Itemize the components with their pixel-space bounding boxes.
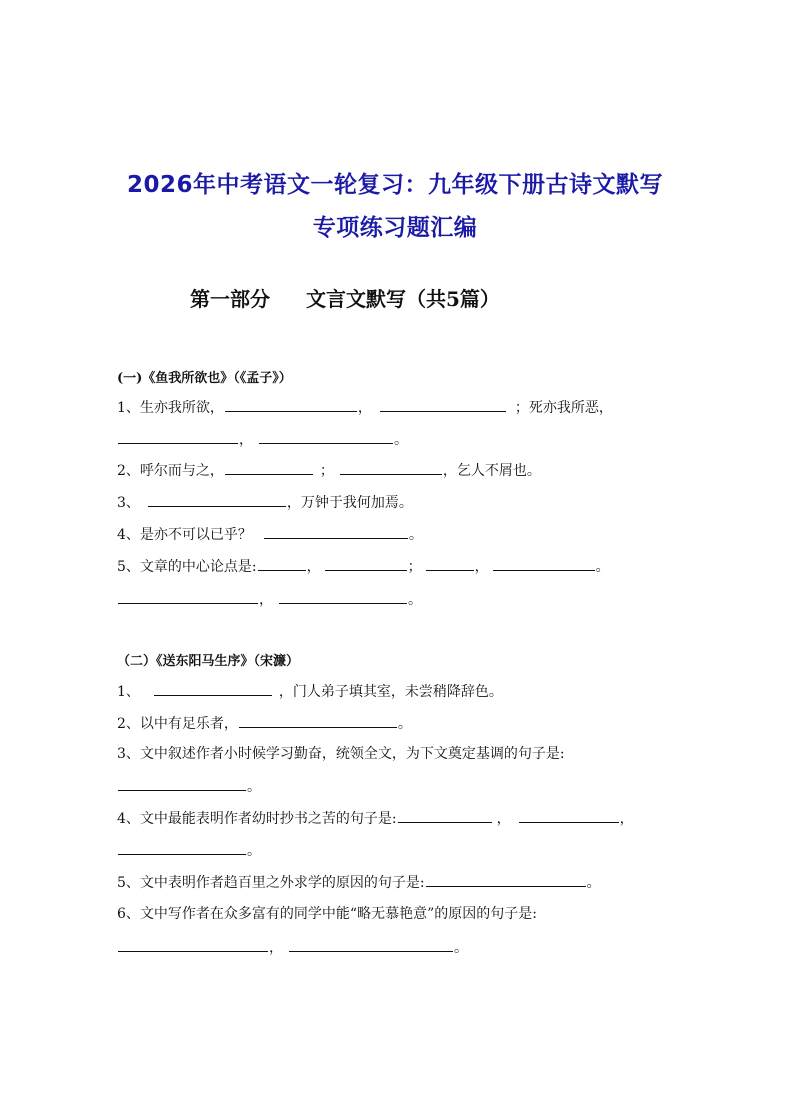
answer-blank[interactable] bbox=[148, 492, 286, 507]
question-line bbox=[117, 937, 468, 958]
document-title-line-1: 2026年中考语文一轮复习：九年级下册古诗文默写 bbox=[126, 172, 663, 198]
question-text: ； bbox=[407, 559, 422, 575]
question-text: 1、生亦我所欲， bbox=[117, 400, 224, 416]
question-text: 。 bbox=[586, 875, 601, 891]
question-text: 4、是亦不可以已乎？ bbox=[117, 527, 252, 543]
question-text: ，万钟于我何加焉。 bbox=[286, 495, 413, 511]
question-text: ， bbox=[357, 400, 372, 416]
question-line bbox=[117, 744, 565, 764]
part-heading bbox=[190, 283, 500, 312]
question-line bbox=[117, 524, 423, 545]
question-text: 3、文中叙述作者小时候学习勤奋，统领全文，为下文奠定基调的句子是: bbox=[117, 746, 565, 762]
question-text: ， bbox=[619, 811, 634, 827]
answer-blank[interactable] bbox=[118, 776, 246, 791]
question-line bbox=[117, 840, 261, 861]
answer-blank[interactable] bbox=[239, 713, 397, 728]
question-text: ；死亦我所恶， bbox=[514, 400, 613, 416]
question-text: 5、文中表明作者趋百里之外求学的原因的句子是: bbox=[117, 875, 425, 891]
question-text: 5、文章的中心论点是: bbox=[117, 559, 257, 575]
answer-blank[interactable] bbox=[279, 589, 407, 604]
answer-blank[interactable] bbox=[225, 460, 313, 475]
question-line bbox=[117, 681, 503, 702]
question-line bbox=[117, 589, 422, 610]
question-text: ， bbox=[239, 432, 253, 448]
question-text: ， bbox=[269, 940, 283, 956]
question-text: 。 bbox=[408, 592, 422, 608]
answer-blank[interactable] bbox=[118, 589, 258, 604]
answer-blank[interactable] bbox=[258, 556, 306, 571]
answer-blank[interactable] bbox=[154, 681, 272, 696]
question-text: ，门人弟子填其室，未尝稍降辞色。 bbox=[278, 684, 503, 700]
answer-blank[interactable] bbox=[118, 840, 246, 855]
section-heading: (一)《鱼我所欲也》（《孟子》） bbox=[117, 371, 292, 386]
question-text: 2、以中有足乐者， bbox=[117, 716, 238, 732]
question-text: 2、呼尔而与之， bbox=[117, 463, 224, 479]
answer-blank[interactable] bbox=[426, 556, 474, 571]
question-text: ， bbox=[306, 559, 321, 575]
question-line bbox=[117, 492, 413, 513]
part-name: 文言文默写（共5篇） bbox=[306, 287, 500, 311]
answer-blank[interactable] bbox=[264, 524, 408, 539]
answer-blank[interactable] bbox=[289, 937, 453, 952]
answer-blank[interactable] bbox=[398, 808, 492, 823]
answer-blank[interactable] bbox=[259, 429, 393, 444]
question-line bbox=[117, 460, 541, 481]
question-text: ， bbox=[474, 559, 489, 575]
question-line bbox=[117, 713, 412, 734]
question-text: 。 bbox=[408, 527, 423, 543]
question-text: ； bbox=[319, 463, 334, 479]
part-label: 第一部分 bbox=[190, 287, 270, 311]
question-line bbox=[117, 808, 634, 829]
question-text: ， bbox=[259, 592, 273, 608]
document-title-line-2: 专项练习题汇编 bbox=[312, 215, 478, 241]
question-line bbox=[117, 776, 261, 797]
question-text: ，乞人不屑也。 bbox=[442, 463, 541, 479]
question-text: 。 bbox=[394, 432, 408, 448]
question-line bbox=[117, 872, 601, 893]
question-text: 1、 bbox=[117, 684, 140, 700]
answer-blank[interactable] bbox=[225, 397, 357, 412]
question-text: 。 bbox=[247, 843, 261, 859]
question-text: 。 bbox=[595, 559, 610, 575]
question-text: ， bbox=[496, 811, 511, 827]
answer-blank[interactable] bbox=[380, 397, 506, 412]
answer-blank[interactable] bbox=[340, 460, 442, 475]
question-line bbox=[117, 397, 613, 418]
question-line bbox=[117, 556, 610, 577]
question-text: 6、文中写作者在众多富有的同学中能“略无慕艳意”的原因的句子是: bbox=[117, 906, 537, 922]
question-line bbox=[117, 429, 408, 450]
answer-blank[interactable] bbox=[325, 556, 407, 571]
answer-blank[interactable] bbox=[118, 429, 238, 444]
question-line bbox=[117, 904, 537, 924]
answer-blank[interactable] bbox=[426, 872, 586, 887]
question-text: 。 bbox=[454, 940, 468, 956]
section-heading: （二）《送东阳马生序》（宋濂） bbox=[117, 654, 300, 669]
answer-blank[interactable] bbox=[118, 937, 268, 952]
answer-blank[interactable] bbox=[519, 808, 619, 823]
question-text: 。 bbox=[247, 779, 261, 795]
answer-blank[interactable] bbox=[493, 556, 595, 571]
question-text: 3、 bbox=[117, 495, 140, 511]
question-text: 。 bbox=[397, 716, 412, 732]
question-text: 4、文中最能表明作者幼时抄书之苦的句子是: bbox=[117, 811, 397, 827]
